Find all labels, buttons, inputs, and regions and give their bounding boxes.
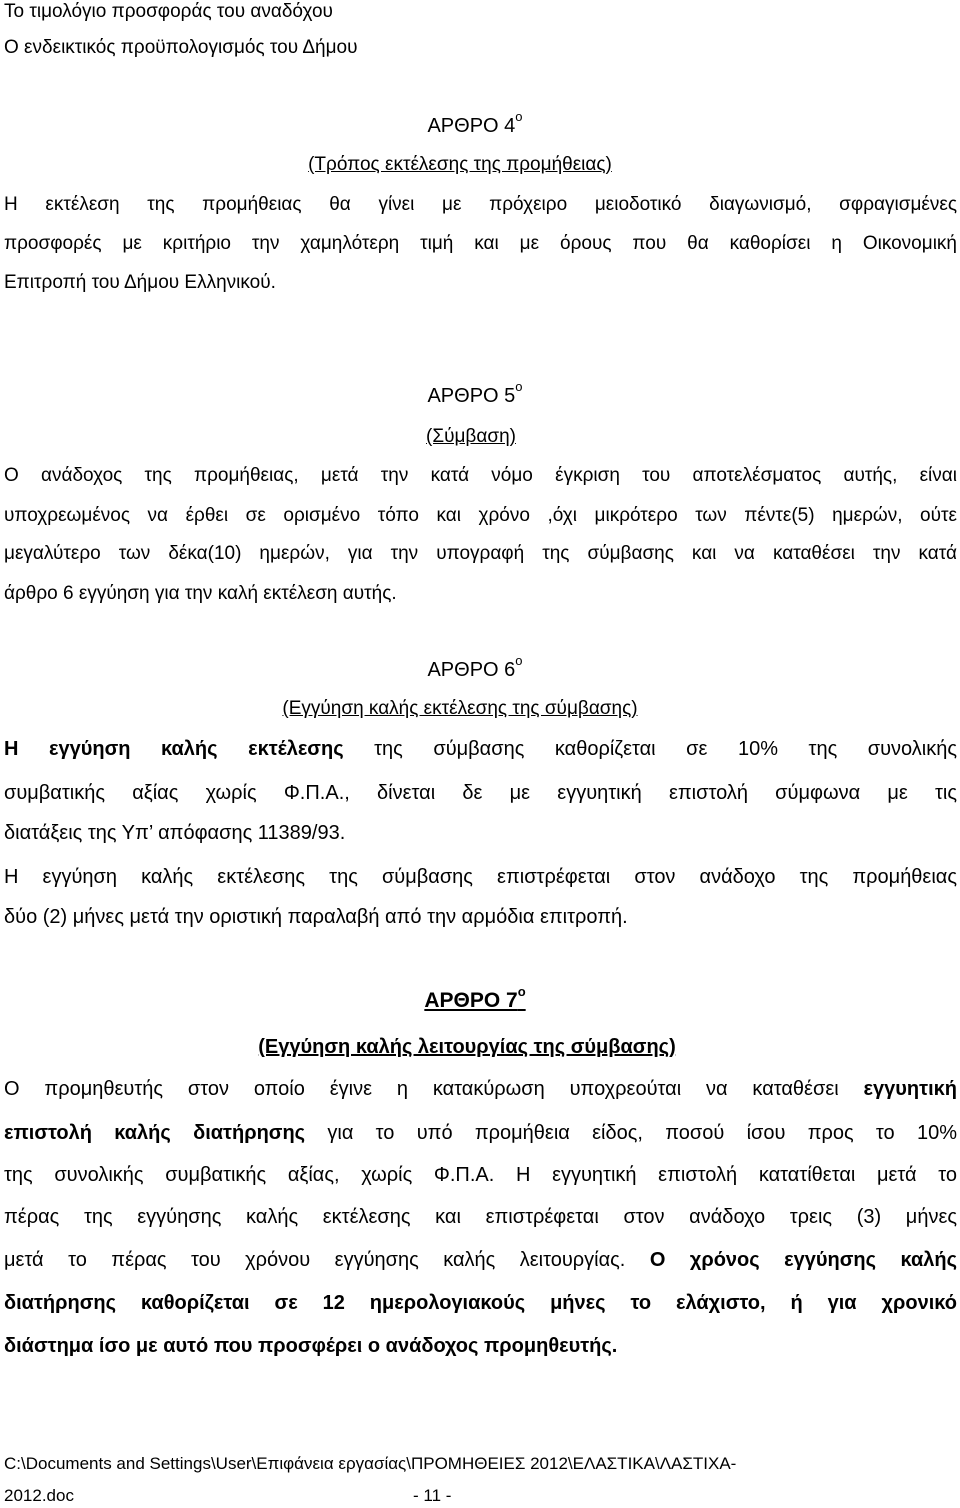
intro-line-2: Ο ενδεικτικός προϋπολογισμός του Δήμου <box>4 37 358 58</box>
article-7-paragraph-line-1 <box>4 1077 957 1101</box>
footer-file-path: C:\Documents and Settings\User\Επιφάνεια εργασίας\ΠΡΟΜΗΘΕΙΕΣ 2012\ΕΛΑΣΤΙΚΑ\ΛΑΣΤΙΧΑ- <box>4 1454 737 1473</box>
article-5-subtitle: (Σύμβαση) <box>426 426 516 447</box>
article-4-paragraph-line-3: Επιτροπή του Δήμου Ελληνικού. <box>4 272 276 293</box>
article-7-heading <box>0 984 960 1013</box>
article-6-heading <box>0 653 960 682</box>
article-6-paragraph-line-1 <box>4 737 957 761</box>
article-5-heading-text: ΑΡΘΡΟ 5 <box>427 385 516 407</box>
article-4-subtitle: (Τρόπος εκτέλεσης της προμήθειας) <box>308 154 612 175</box>
article-4-paragraph-line-1: Η εκτέλεση της προμήθειας θα γίνει με πρόχειρο μειοδοτικό διαγωνισμό, σφραγισμένες <box>4 194 957 215</box>
article-6-heading-text: ΑΡΘΡΟ 6 <box>427 659 516 681</box>
article-6-paragraph-line-5: δύο (2) μήνες μετά την οριστική παραλαβή από την αρμόδια επιτροπή. <box>4 906 628 928</box>
article-7-subtitle: (Εγγύηση καλής λειτουργίας της σύμβασης) <box>258 1036 676 1058</box>
footer-page-number: - 11 - <box>413 1486 452 1505</box>
article-4-heading <box>0 109 960 138</box>
article-7-line-1-bold: εγγυητική <box>863 1078 957 1100</box>
article-6-heading-sup: ο <box>515 653 523 669</box>
article-6-line-1-rest: της σύμβασης καθορίζεται σε 10% της συνολικής <box>343 738 957 760</box>
article-7-line-1-normal: Ο προμηθευτής στον οποίο έγινε η κατακύρωση υποχρεούται να καταθέσει <box>4 1078 864 1100</box>
intro-line-1: Το τιμολόγιο προσφοράς του αναδόχου <box>4 1 333 22</box>
article-7-paragraph-line-6: διατήρησης καθορίζεται σε 12 ημερολογιακούς μήνες το ελάχιστο, ή για χρονικό <box>4 1292 957 1314</box>
article-5-paragraph-line-4: άρθρο 6 εγγύηση για την καλή εκτέλεση αυτής. <box>4 583 397 604</box>
article-7-heading-text: ΑΡΘΡΟ 7 <box>424 989 518 1012</box>
article-7-line-5-normal: μετά το πέρας του χρόνου εγγύησης καλής λειτουργίας. <box>4 1249 650 1271</box>
article-6-bold-phrase: Η εγγύηση καλής εκτέλεσης <box>4 738 344 760</box>
article-4-heading-text: ΑΡΘΡΟ 4 <box>427 115 516 137</box>
article-7-line-2-bold: επιστολή καλής διατήρησης <box>4 1122 306 1144</box>
article-6-paragraph-line-2: συμβατικής αξίας χωρίς Φ.Π.Α., δίνεται δε με εγγυητική επιστολή σύμφωνα με τις <box>4 782 957 804</box>
article-7-line-2-rest: για το υπό προμήθεια είδος, ποσού ίσου προς το 10% <box>305 1122 957 1144</box>
article-7-paragraph-line-2 <box>4 1121 957 1145</box>
article-4-paragraph-line-2: προσφορές με κριτήριο την χαμηλότερη τιμή και με όρους που θα καθορίσει η Οικονομική <box>4 233 957 254</box>
article-7-heading-sup: ο <box>517 984 526 999</box>
article-7-paragraph-line-5 <box>4 1248 957 1272</box>
article-6-paragraph-line-3: διατάξεις της Υπ’ απόφασης 11389/93. <box>4 822 346 844</box>
article-4-heading-sup: ο <box>515 109 523 125</box>
article-6-paragraph-line-4: Η εγγύηση καλής εκτέλεσης της σύμβασης επιστρέφεται στον ανάδοχο της προμήθειας <box>4 866 957 888</box>
article-5-paragraph-line-3: μεγαλύτερο των δέκα(10) ημερών, για την υπογραφή της σύμβασης και να καταθέσει την κατά <box>4 543 957 564</box>
article-5-heading-sup: ο <box>515 379 523 395</box>
article-7-paragraph-line-7: διάστημα ίσο με αυτό που προσφέρει ο ανάδοχος προμηθευτής. <box>4 1335 618 1357</box>
article-5-paragraph-line-2: υποχρεωμένος να έρθει σε ορισμένο τόπο και χρόνο ,όχι μικρότερο των πέντε(5) ημερών, ούτε <box>4 505 957 526</box>
article-6-subtitle: (Εγγύηση καλής εκτέλεσης της σύμβασης) <box>282 698 638 719</box>
article-7-paragraph-line-4: πέρας της εγγύησης καλής εκτέλεσης και επιστρέφεται στον ανάδοχο τρεις (3) μήνες <box>4 1206 957 1228</box>
article-7-line-5-bold: Ο χρόνος εγγύησης καλής <box>649 1249 957 1271</box>
article-5-paragraph-line-1: Ο ανάδοχος της προμήθειας, μετά την κατά νόμο έγκριση του αποτελέσματος αυτής, είναι <box>4 465 957 486</box>
article-7-paragraph-line-3: της συνολικής συμβατικής αξίας, χωρίς Φ.Π.Α. Η εγγυητική επιστολή κατατίθεται μετά το <box>4 1164 957 1186</box>
article-5-heading <box>0 379 960 408</box>
footer-file-name: 2012.doc <box>4 1486 74 1505</box>
